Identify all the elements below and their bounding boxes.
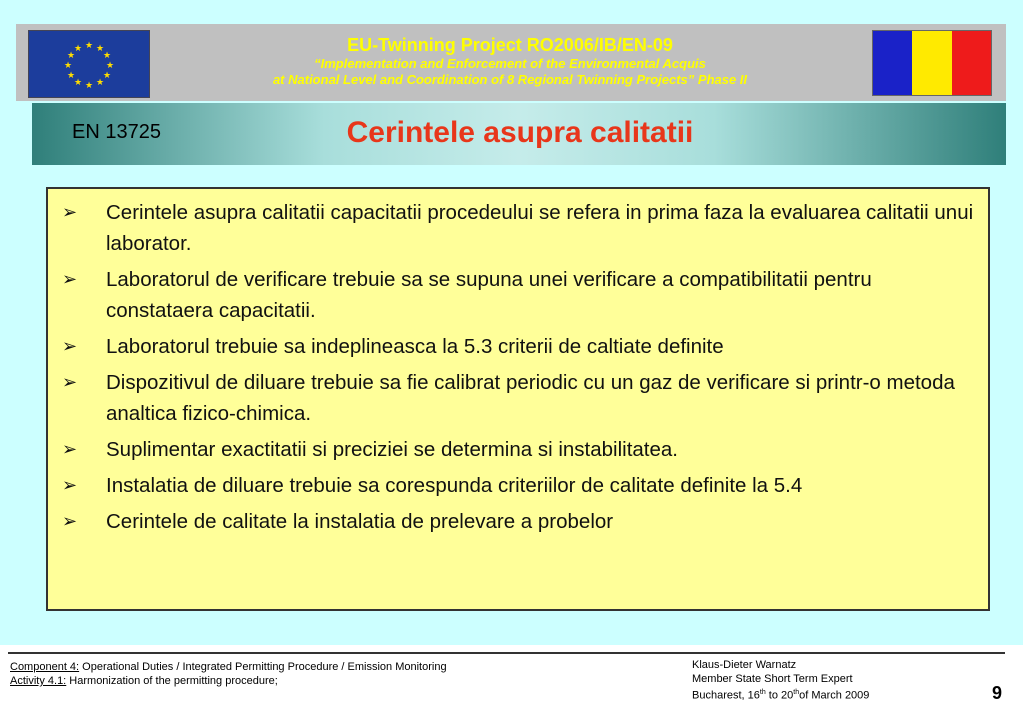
component-label: Component 4: bbox=[10, 661, 80, 673]
standard-code: EN 13725 bbox=[72, 121, 161, 143]
project-subtitle-line1: “Implementation and Enforcement of the Environmental Acquis bbox=[314, 56, 706, 71]
svg-text:★: ★ bbox=[102, 71, 112, 81]
component-text: Operational Duties / Integrated Permitting Procedure / Emission Monitoring bbox=[79, 661, 447, 673]
eu-flag-icon bbox=[28, 30, 150, 98]
list-item bbox=[62, 434, 978, 465]
arrow-bullet-icon: ➢ bbox=[62, 475, 78, 495]
bullet-text: Dispozitivul de diluare trebuie sa fie calibrat periodic cu un gaz de verificare si printr-o metoda analtica fizico-chimica. bbox=[106, 371, 955, 425]
list-item bbox=[62, 197, 978, 259]
list-item bbox=[62, 367, 978, 429]
svg-text:★: ★ bbox=[84, 41, 94, 51]
svg-text:★: ★ bbox=[105, 61, 115, 71]
footer-divider bbox=[8, 652, 1005, 654]
svg-text:★: ★ bbox=[66, 51, 76, 61]
svg-text:★: ★ bbox=[73, 44, 83, 54]
arrow-bullet-icon: ➢ bbox=[62, 269, 78, 289]
arrow-bullet-icon: ➢ bbox=[62, 372, 78, 392]
list-item bbox=[62, 264, 978, 326]
arrow-bullet-icon: ➢ bbox=[62, 511, 78, 531]
svg-text:★: ★ bbox=[63, 61, 73, 71]
svg-text:★: ★ bbox=[95, 44, 105, 54]
list-item bbox=[62, 470, 978, 501]
activity-label: Activity 4.1: bbox=[10, 675, 67, 687]
bullet-text: Suplimentar exactitatii si preciziei se determina si instabilitatea. bbox=[106, 438, 678, 461]
arrow-bullet-icon: ➢ bbox=[62, 439, 78, 459]
footer-component bbox=[10, 660, 447, 674]
bullet-text: Cerintele asupra calitatii capacitatii procedeului se refera in prima faza la evaluarea calitatii unui laborator. bbox=[106, 201, 974, 255]
activity-text: Harmonization of the permitting procedure; bbox=[66, 675, 278, 687]
bullet-text: Laboratorul trebuie sa indeplineasca la 5.3 criterii de caltiate definite bbox=[106, 335, 724, 358]
bullet-text: Laboratorul de verificare trebuie sa se supuna unei verificare a compatibilitatii pentru constataera capacitatii. bbox=[106, 268, 872, 322]
page-number: 9 bbox=[992, 683, 1003, 703]
project-title: EU-Twinning Project RO2006/IB/EN-09 bbox=[347, 35, 673, 55]
list-item bbox=[62, 506, 978, 537]
list-item bbox=[62, 331, 978, 362]
expert-role: Member State Short Term Expert bbox=[692, 673, 853, 685]
arrow-bullet-icon: ➢ bbox=[62, 202, 78, 222]
footer-activity bbox=[10, 674, 447, 688]
svg-text:★: ★ bbox=[84, 81, 94, 91]
project-subtitle-line2: at National Level and Coordination of 8 Regional Twinning Projects” Phase II bbox=[272, 72, 748, 87]
bullet-list bbox=[48, 189, 988, 537]
footer-left bbox=[10, 660, 447, 688]
footer-right bbox=[692, 658, 869, 703]
footer-date: Bucharest, 16th to 20thof March 2009 bbox=[692, 689, 870, 702]
page-title: Cerintele asupra calitatii bbox=[346, 116, 694, 149]
expert-name: Klaus-Dieter Warnatz bbox=[692, 659, 797, 671]
bullet-text: Cerintele de calitate la instalatia de prelevare a probelor bbox=[106, 510, 614, 533]
svg-text:★: ★ bbox=[95, 78, 105, 88]
svg-text:★: ★ bbox=[102, 51, 112, 61]
svg-text:★: ★ bbox=[73, 78, 83, 88]
arrow-bullet-icon: ➢ bbox=[62, 336, 78, 356]
romania-flag-icon bbox=[872, 30, 992, 96]
content-box bbox=[46, 187, 990, 611]
bullet-text: Instalatia de diluare trebuie sa corespunda criteriilor de calitate definite la 5.4 bbox=[106, 474, 803, 497]
svg-text:★: ★ bbox=[66, 71, 76, 81]
